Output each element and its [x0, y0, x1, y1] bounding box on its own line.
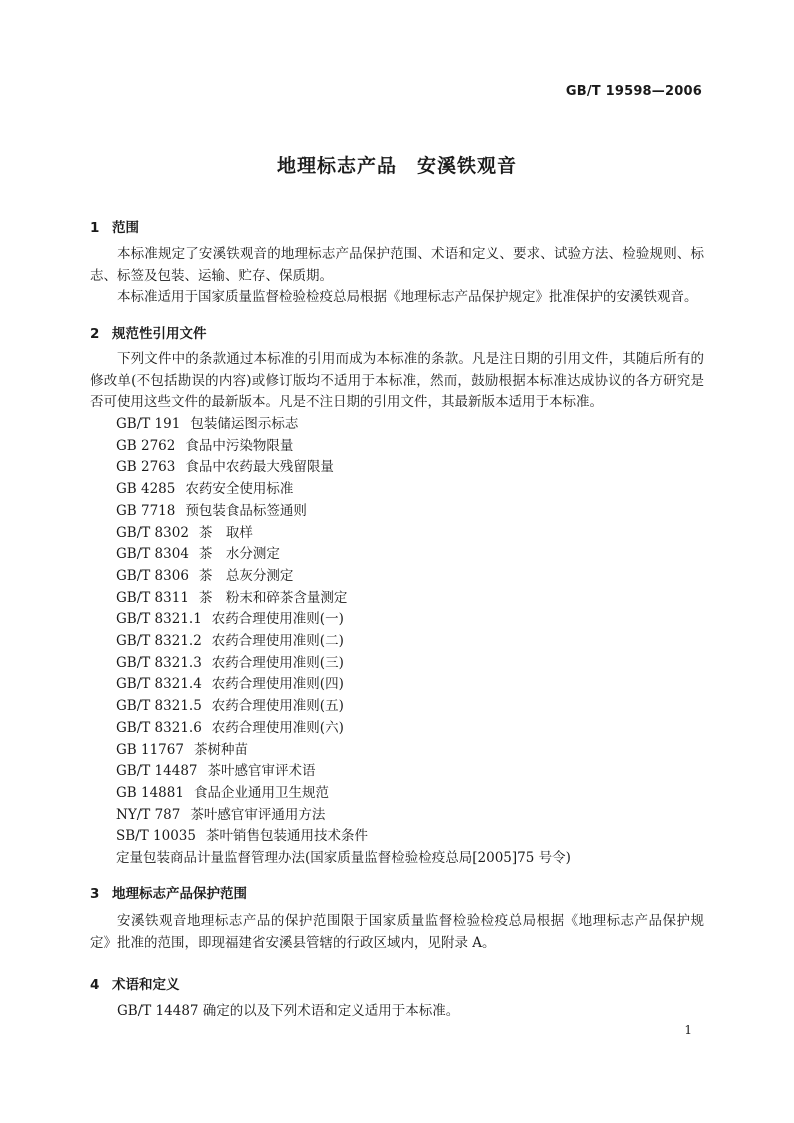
reference-code: GB/T 8321.2 [116, 633, 202, 650]
reference-title: 农药合理使用准则(一) [211, 611, 344, 628]
page-number: 1 [684, 1023, 692, 1037]
reference-item [116, 653, 571, 675]
reference-code: GB/T 8321.4 [116, 676, 202, 693]
reference-item [116, 783, 571, 805]
reference-item [116, 826, 571, 848]
reference-code: GB 2762 [116, 437, 176, 454]
reference-title: 茶 水分测定 [198, 546, 280, 563]
section-number: 4 [90, 977, 100, 993]
section-title: 规范性引用文件 [112, 326, 207, 342]
standard-code: GB/T 19598—2006 [565, 84, 702, 99]
reference-code: GB 4285 [116, 481, 176, 498]
reference-title: 茶叶感官审评通用方法 [190, 806, 326, 823]
reference-item [116, 588, 571, 610]
scope-paragraph-1: 本标准规定了安溪铁观音的地理标志产品保护范围、术语和定义、要求、试验方法、检验规则、标志、标签及包装、运输、贮存、保质期。 [90, 246, 704, 284]
reference-title: 茶叶销售包装通用技术条件 [205, 828, 368, 845]
reference-list [116, 414, 571, 870]
section-heading-2 [90, 322, 207, 342]
reference-item [116, 848, 571, 870]
reference-code: GB/T 8321.1 [116, 611, 202, 628]
reference-code: GB/T 8304 [116, 546, 189, 563]
reference-title: 农药合理使用准则(五) [211, 698, 344, 715]
reference-item [116, 479, 571, 501]
terms-paragraph: GB/T 14487 确定的以及下列术语和定义适用于本标准。 [117, 1003, 460, 1019]
reference-title: 农药合理使用准则(四) [211, 676, 344, 693]
reference-code: GB/T 14487 [116, 763, 198, 780]
protection-scope-paragraph: 安溪铁观音地理标志产品的保护范围限于国家质量监督检验检疫总局根据《地理标志产品保护规定》批准的范围，即现福建省安溪县管辖的行政区域内，见附录 A。 [90, 913, 704, 951]
reference-item [116, 544, 571, 566]
reference-title: 茶叶感官审评术语 [207, 763, 316, 780]
reference-title: 食品中污染物限量 [185, 437, 294, 454]
section-heading-3 [90, 882, 247, 902]
reference-title: 茶 总灰分测定 [198, 567, 294, 584]
section-title: 地理标志产品保护范围 [112, 886, 247, 902]
reference-title: 农药合理使用准则(三) [211, 654, 344, 671]
reference-code: GB 11767 [116, 741, 184, 758]
normative-refs-intro: 下列文件中的条款通过本标准的引用而成为本标准的条款。凡是注日期的引用文件，其随后所有的修改单(不包括勘误的内容)或修订版均不适用于本标准，然而，鼓励根据本标准达成协议的各方研究是否可使用这些文件的最新版本。凡是不注日期的引用文件，其最新版本适用于本标准。 [90, 351, 704, 410]
reference-title: 农药安全使用标准 [185, 481, 294, 498]
section-number: 3 [90, 886, 100, 902]
reference-code: GB/T 8302 [116, 524, 189, 541]
reference-item [116, 566, 571, 588]
reference-title: 茶 粉末和碎茶含量测定 [198, 589, 348, 606]
reference-code: GB/T 8306 [116, 567, 189, 584]
reference-item [116, 740, 571, 762]
reference-item [116, 761, 571, 783]
reference-item [116, 718, 571, 740]
reference-title: 农药合理使用准则(六) [211, 719, 344, 736]
section-heading-1 [90, 216, 139, 236]
reference-code: SB/T 10035 [116, 828, 196, 845]
reference-item [116, 805, 571, 827]
section-heading-4 [90, 973, 180, 993]
reference-code: GB/T 191 [116, 416, 181, 432]
reference-title: 茶树种苗 [193, 741, 248, 758]
reference-item [116, 457, 571, 479]
reference-item [116, 414, 571, 436]
reference-item [116, 631, 571, 653]
reference-item [116, 436, 571, 458]
section-title: 范围 [112, 220, 139, 236]
reference-item [116, 696, 571, 718]
reference-code: GB/T 8321.6 [116, 719, 202, 736]
reference-code: GB/T 8311 [116, 589, 189, 606]
reference-item [116, 609, 571, 631]
section-title: 术语和定义 [112, 977, 180, 993]
reference-code: GB 2763 [116, 459, 176, 476]
reference-code: GB/T 8321.5 [116, 698, 202, 715]
reference-title: 食品中农药最大残留限量 [185, 459, 334, 476]
reference-code: GB/T 8321.3 [116, 654, 202, 671]
reference-title: 定量包装商品计量监督管理办法(国家质量监督检验检疫总局[2005]75 号令) [116, 850, 571, 867]
reference-item [116, 523, 571, 545]
section-number: 2 [90, 326, 100, 342]
reference-code: GB 14881 [116, 784, 184, 801]
scope-paragraph-2: 本标准适用于国家质量监督检验检疫总局根据《地理标志产品保护规定》批准保护的安溪铁观音。 [117, 289, 698, 305]
reference-title: 预包装食品标签通则 [185, 502, 307, 519]
reference-title: 食品企业通用卫生规范 [193, 784, 329, 801]
reference-code: GB 7718 [116, 502, 176, 519]
reference-title: 茶 取样 [198, 524, 253, 541]
reference-code: NY/T 787 [116, 806, 181, 823]
reference-item [116, 674, 571, 696]
section-number: 1 [90, 220, 100, 236]
document-title: 地理标志产品 安溪铁观音 [276, 155, 517, 177]
reference-title: 包装储运图示标志 [190, 416, 299, 432]
reference-item [116, 501, 571, 523]
reference-title: 农药合理使用准则(二) [211, 633, 344, 650]
